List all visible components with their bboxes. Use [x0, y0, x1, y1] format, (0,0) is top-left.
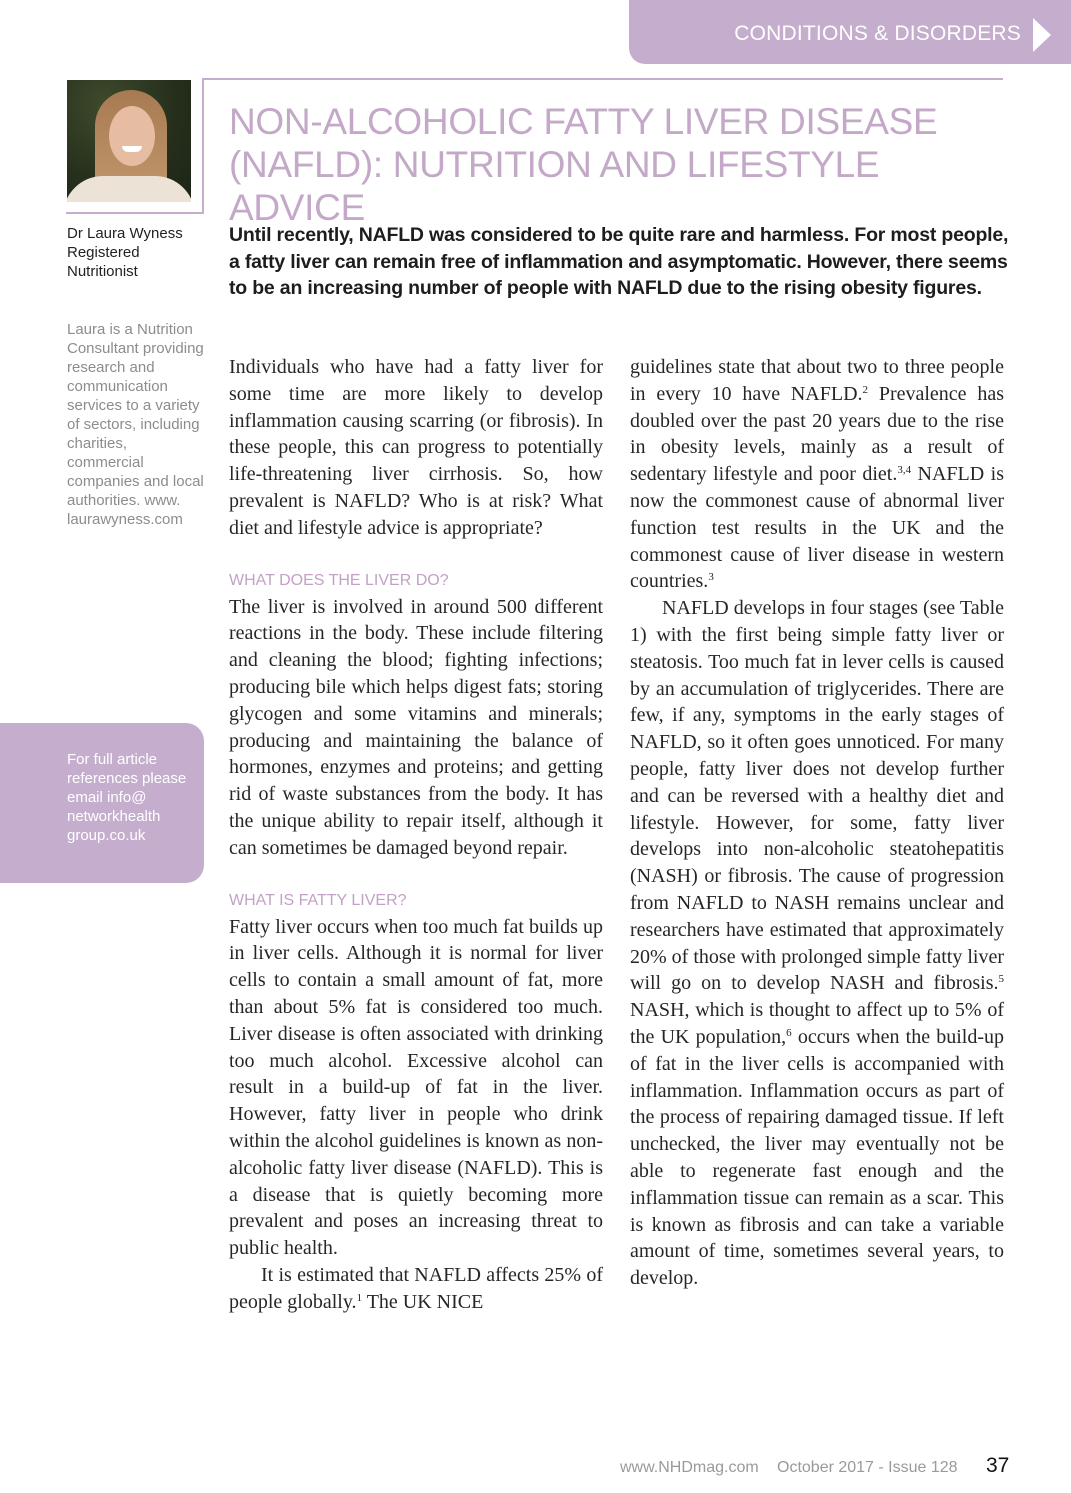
prevalence-paragraph-continued [630, 354, 1004, 595]
photo-shoulder [67, 176, 191, 202]
photo-smile [122, 146, 142, 152]
prevalence-paragraph-start [229, 1262, 603, 1316]
references-text: For full article references please email info@ networkhealth group.co.uk [67, 751, 187, 844]
reference-6: 6 [786, 1026, 792, 1039]
references-callout [0, 723, 204, 883]
reference-3: 3 [708, 571, 714, 584]
author-credit [67, 224, 207, 281]
prevalence-text-a: It is estimated that NAFLD affects 25% of people globally. [229, 1263, 603, 1313]
author-bio: Laura is a Nutrition Consultant providing research and communication services to a variety of sectors, including charities, commercial companies and local authorities. www. laurawyness.com [67, 321, 204, 528]
article-title: NON-ALCOHOLIC FATTY LIVER DISEASE (NAFLD): NUTRITION AND LIFESTYLE ADVICE [229, 101, 938, 228]
body-column-right [630, 354, 1004, 1292]
body-column-left [229, 354, 603, 1316]
section-label: CONDITIONS & DISORDERS [734, 22, 1021, 45]
prevalence-text-c: Prevalence has doubled over the past 20 years due to the rise in obesity levels, mainly as a result of sedentary lifestyle and poor diet. [630, 382, 1004, 486]
prevalence-text-d: NAFLD is now the commonest cause of abnormal liver function test results in the UK and the commonest cause of liver disease in western countries. [630, 463, 1004, 593]
fatty-liver-paragraph: Fatty liver occurs when too much fat builds up in liver cells. Although it is normal for liver cells to contain a small amount of fat, more than about 5% fat is considered too much. Liver disease is often associated with drinking too much alcohol. Excessive alcohol can result in a build-up of fat in the liver. However, fatty liver in people who drink within the alcohol guidelines is known as non-alcoholic fatty liver disease (NAFLD). This is a disease that is quietly becoming more prevalent and poses an increasing threat to public health. [229, 915, 603, 1260]
footer-website-link[interactable]: www.NHDmag.com [620, 1459, 759, 1476]
reference-2: 2 [862, 383, 869, 396]
article-lede: Until recently, NAFLD was considered to be quite rare and harmless. For most people, a fatty liver can remain free of inflammation and asymptomatic. However, there seems to be an increasing number of people with NAFLD due to the rising obesity figures. [229, 224, 1009, 299]
section-heading-liver-function: WHAT DOES THE LIVER DO? [229, 571, 449, 589]
right-triangle-icon [1033, 18, 1051, 52]
spacer [229, 862, 603, 888]
stages-text-b: NASH, which is thought to affect up to 5% of the UK population, [630, 999, 1004, 1048]
reference-3-4: 3,4 [897, 464, 912, 477]
title-top-rule [203, 78, 1003, 80]
page-number: 37 [986, 1454, 1010, 1477]
stages-paragraph [630, 595, 1004, 1292]
prevalence-text-b-part1: The UK NICE [362, 1290, 484, 1313]
reference-1: 1 [356, 1291, 363, 1304]
title-left-rule [202, 78, 204, 214]
photo-face [109, 106, 155, 166]
liver-function-paragraph: The liver is involved in around 500 different reactions in the body. These include filtering and cleaning the blood; fighting infections; producing bile which helps digest fats; storing glycogen and some vitamins and minerals; producing and maintaining the balance of hormones, enzymes and proteins; and getting rid of waste substances from the body. It has the unique ability to repair itself, although it can sometimes be damaged beyond repair. [229, 595, 603, 859]
stages-text-a: NAFLD develops in four stages (see Table 1) with the first being simple fatty liver or steatosis. Too much fat in lever cells is caused by an accumulation of triglycerides. There are few, if any, symptoms in the early stages of NAFLD, so it often goes unnoticed. For many people, fatty liver does not develop further and can be reversed with a healthy diet and lifestyle. However, for some, fatty liver develops into non-alcoholic steatohepatitis (NASH) or fibrosis. The cause of progression from NAFLD to NASH remains unclear and researchers have estimated that approximately 20% of those with prolonged simple fatty liver will go on to develop NASH and fibrosis. [630, 597, 1004, 995]
photo-bottom-rule [66, 212, 204, 214]
author-role-line1: Registered [67, 244, 140, 261]
prevalence-text-b-part2: guidelines state that about two to three people in every 10 have NAFLD. [630, 356, 1004, 405]
intro-paragraph: Individuals who have had a fatty liver for some time are more likely to develop inflammation causing scarring (or fibrosis). In these people, this can progress to potentially life-threatening liver cirrhosis. So, how prevalent is NAFLD? Who is at risk? What diet and lifestyle advice is appropriate? [229, 356, 603, 539]
spacer [229, 542, 603, 568]
stages-text-c: occurs when the build-up of fat in the liver cells is accompanied with inflammation. Inflammation occurs as part of the process of repairing damaged tissue. If left unchecked, the liver may eventually not be able to regenerate fast enough and the inflammation tissue can remain as a scar. This is known as fibrosis and can take a variable amount of time, sometimes several years, to develop. [630, 1025, 1004, 1290]
author-photo [67, 80, 191, 202]
section-header-tab [629, 0, 1071, 64]
author-name: Dr Laura Wyness [67, 225, 183, 242]
reference-5: 5 [998, 973, 1004, 986]
author-role-line2: Nutritionist [67, 263, 138, 280]
section-heading-fatty-liver: WHAT IS FATTY LIVER? [229, 891, 407, 909]
page-footer [620, 1454, 1040, 1479]
footer-issue: October 2017 - Issue 128 [777, 1459, 958, 1476]
